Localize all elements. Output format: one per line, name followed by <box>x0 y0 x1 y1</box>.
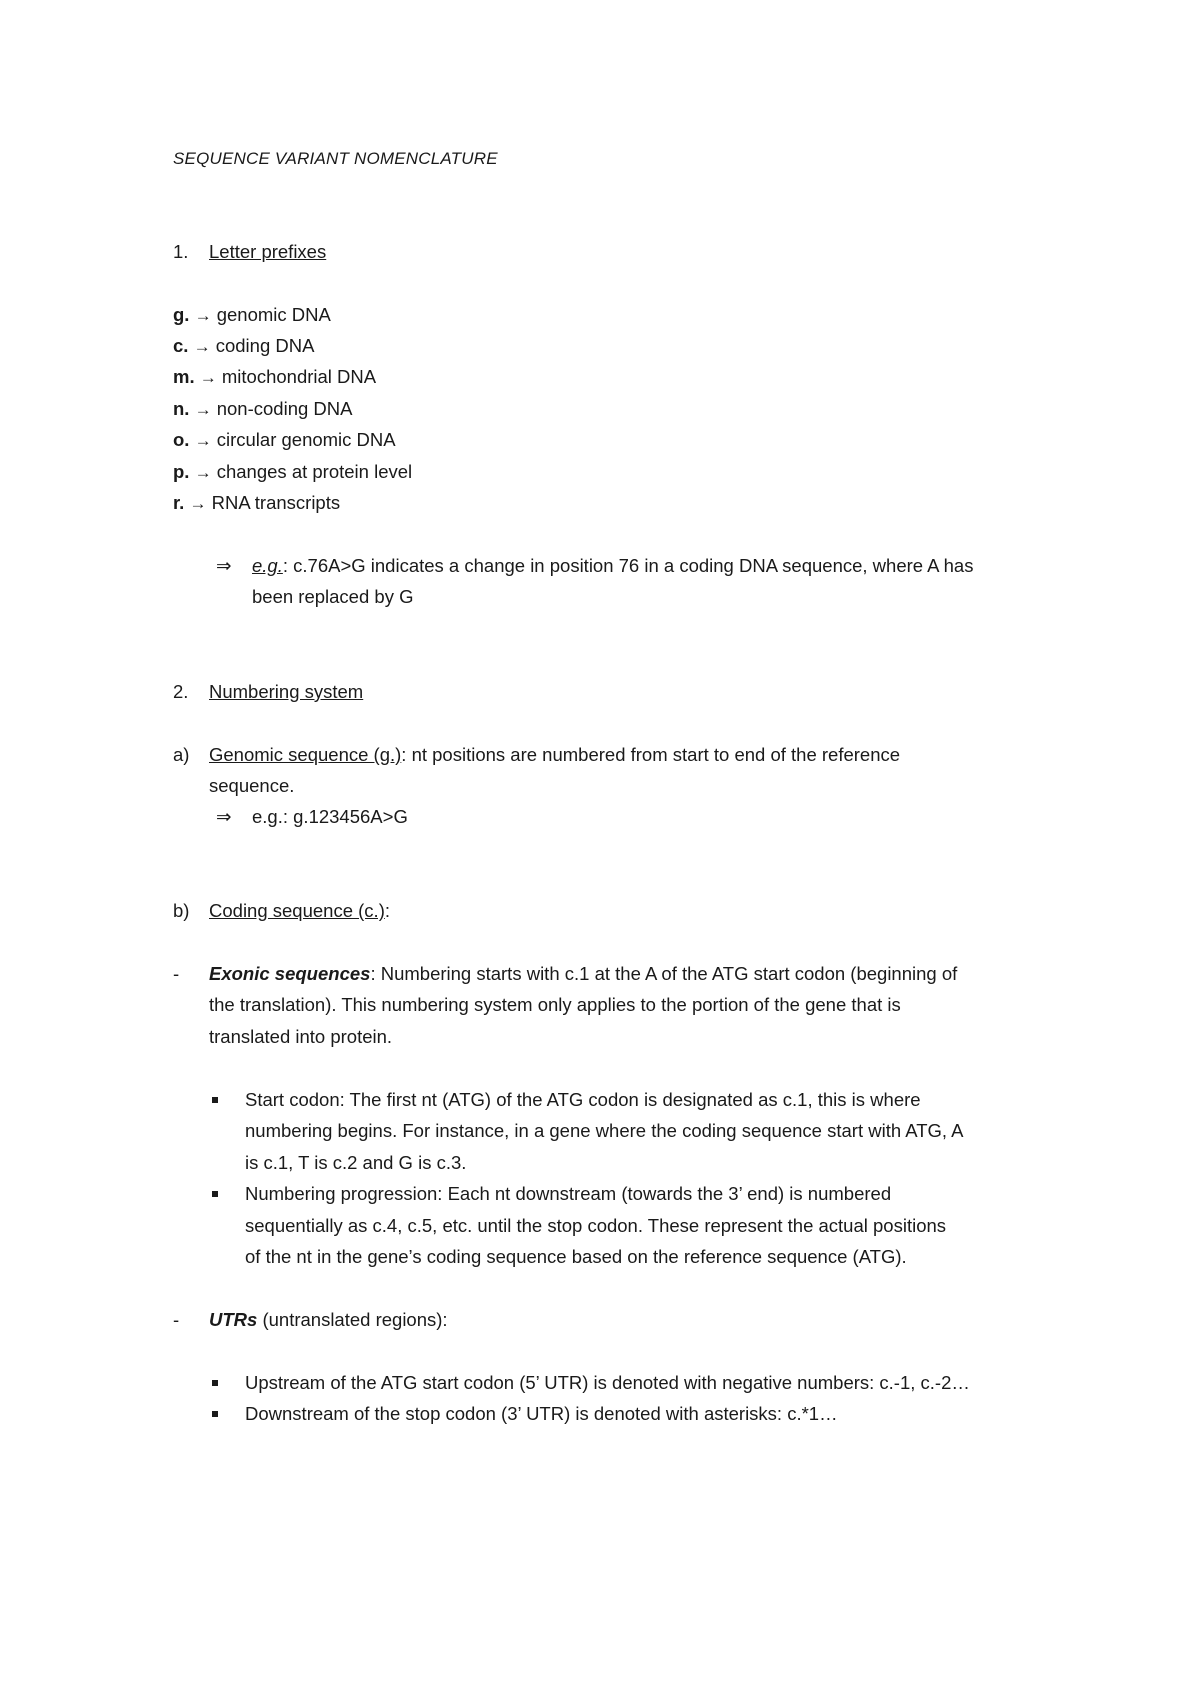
example-line <box>252 555 973 577</box>
bullet-text: sequentially as c.4, c.5, etc. until the stop codon. These represent the actual positions <box>245 1215 947 1236</box>
utrs-dash: - <box>173 1309 180 1330</box>
subsection-a-text: : nt positions are numbered from start to end of the reference <box>401 744 901 765</box>
square-bullet-icon <box>212 1380 218 1386</box>
prefix-code: p. <box>173 461 190 482</box>
implies-arrow-icon: ⇒ <box>216 555 232 576</box>
subsection-a <box>173 744 900 766</box>
right-arrow-icon: → <box>194 306 212 325</box>
eg-label: e.g. <box>252 555 283 576</box>
exonic-continuation: translated into protein. <box>209 1026 393 1047</box>
section-1-number: 1. <box>173 241 189 262</box>
prefix-meaning: genomic DNA <box>216 304 331 325</box>
bullet-text: Start codon: The first nt (ATG) of the ATG codon is designated as c.1, this is where <box>245 1089 921 1110</box>
prefix-item <box>173 304 331 327</box>
square-bullet-icon <box>212 1097 218 1103</box>
exonic-line <box>209 963 957 985</box>
prefix-code: c. <box>173 335 189 356</box>
subsection-a-label: a) <box>173 744 190 765</box>
prefix-item <box>173 461 412 484</box>
prefix-meaning: changes at protein level <box>216 461 413 482</box>
utrs-text: (untranslated regions): <box>257 1309 448 1330</box>
example-continuation: been replaced by G <box>252 586 414 607</box>
section-1-heading <box>173 241 326 263</box>
subsection-b <box>173 900 390 922</box>
bullet-text: is c.1, T is c.2 and G is c.3. <box>245 1152 467 1173</box>
bullet-text: Numbering progression: Each nt downstream (towards the 3’ end) is numbered <box>245 1183 892 1204</box>
bullet-text: of the nt in the gene’s coding sequence based on the reference sequence (ATG). <box>245 1246 907 1267</box>
prefix-code: m. <box>173 366 195 387</box>
section-2-heading <box>173 681 363 703</box>
prefix-meaning: non-coding DNA <box>216 398 353 419</box>
section-2-title: Numbering system <box>209 681 364 702</box>
prefix-meaning: RNA transcripts <box>211 492 341 513</box>
prefix-code: o. <box>173 429 190 450</box>
prefix-code: r. <box>173 492 185 513</box>
exonic-continuation: the translation). This numbering system only applies to the portion of the gene that is <box>209 994 901 1015</box>
bullet-text: numbering begins. For instance, in a gene where the coding sequence start with ATG, A <box>245 1120 964 1141</box>
section-1-title: Letter prefixes <box>209 241 327 262</box>
prefix-item <box>173 398 352 421</box>
bullet-text: Upstream of the ATG start codon (5’ UTR) is denoted with negative numbers: c.-1, c.-2… <box>245 1372 970 1393</box>
utrs-term: UTRs <box>209 1309 258 1330</box>
right-arrow-icon: → <box>199 368 217 387</box>
right-arrow-icon: → <box>194 400 212 419</box>
prefix-item <box>173 429 396 452</box>
subsection-a-example: e.g.: g.123456A>G <box>252 806 408 827</box>
right-arrow-icon: → <box>194 431 212 450</box>
right-arrow-icon: → <box>194 463 212 482</box>
prefix-meaning: coding DNA <box>215 335 315 356</box>
exonic-text: : Numbering starts with c.1 at the A of the ATG start codon (beginning of <box>370 963 958 984</box>
right-arrow-icon: → <box>193 337 211 356</box>
prefix-code: g. <box>173 304 190 325</box>
section-2-number: 2. <box>173 681 189 702</box>
exonic-dash: - <box>173 963 180 984</box>
utrs-line <box>209 1309 448 1331</box>
prefix-item <box>173 335 314 358</box>
prefix-code: n. <box>173 398 190 419</box>
square-bullet-icon <box>212 1411 218 1417</box>
implies-arrow-icon: ⇒ <box>216 806 232 827</box>
right-arrow-icon: → <box>189 494 207 513</box>
example-text: : c.76A>G indicates a change in position 76 in a coding DNA sequence, where A has <box>282 555 974 576</box>
bullet-text: Downstream of the stop codon (3’ UTR) is denoted with asterisks: c.*1… <box>245 1403 838 1424</box>
subsection-b-title: Coding sequence (c.) <box>209 900 385 921</box>
subsection-a-title: Genomic sequence (g.) <box>209 744 402 765</box>
prefix-item <box>173 366 376 389</box>
subsection-b-suffix: : <box>384 900 390 921</box>
document-title: SEQUENCE VARIANT NOMENCLATURE <box>173 149 498 168</box>
prefix-meaning: circular genomic DNA <box>216 429 396 450</box>
subsection-a-continuation: sequence. <box>209 775 295 796</box>
prefix-meaning: mitochondrial DNA <box>221 366 377 387</box>
prefix-item <box>173 492 340 515</box>
square-bullet-icon <box>212 1191 218 1197</box>
exonic-term: Exonic sequences <box>209 963 371 984</box>
subsection-b-label: b) <box>173 900 190 921</box>
